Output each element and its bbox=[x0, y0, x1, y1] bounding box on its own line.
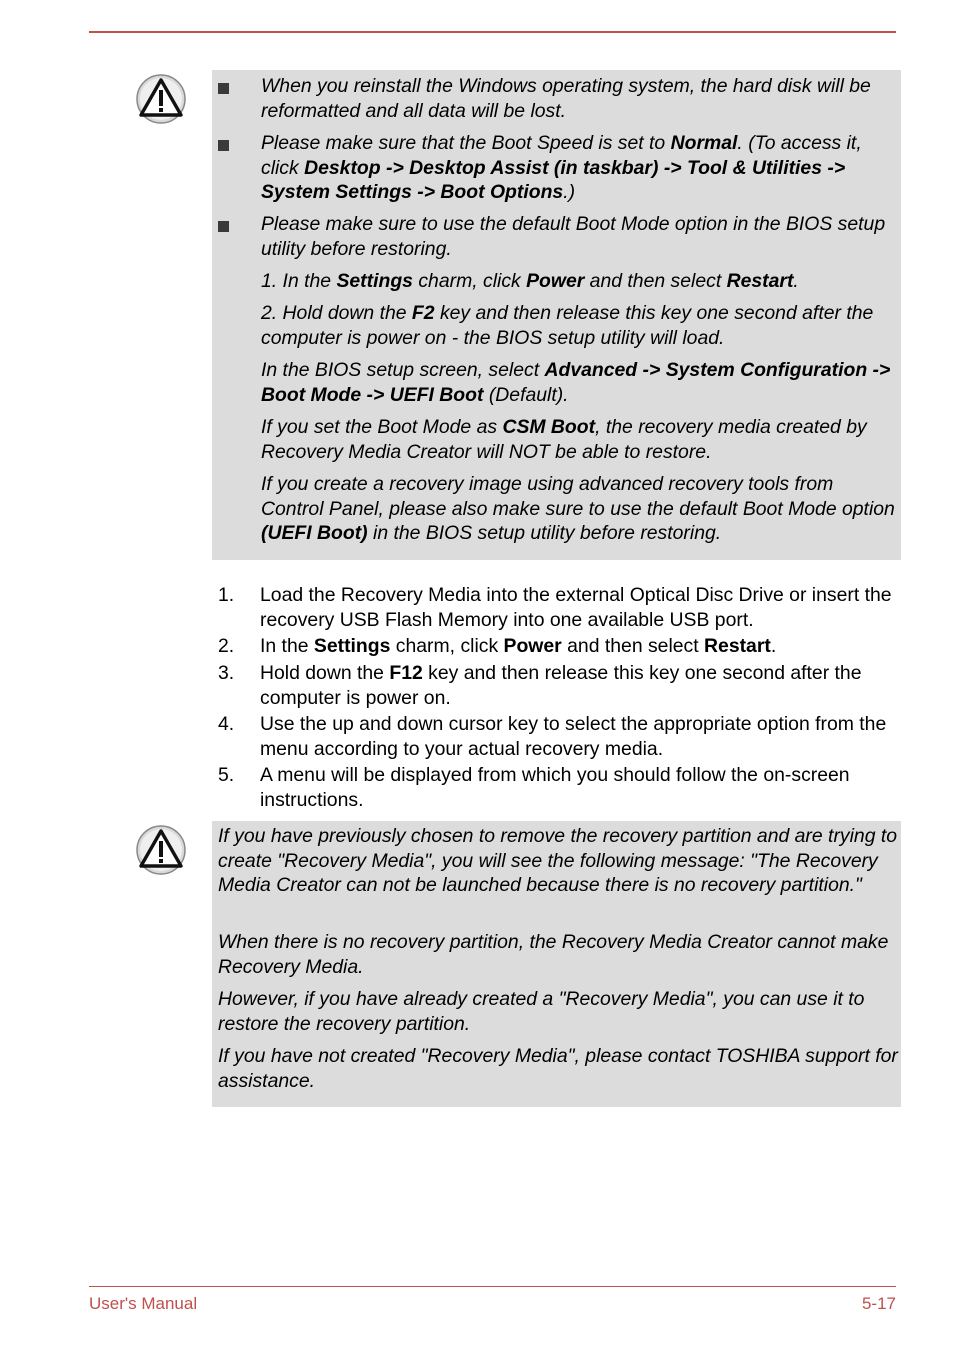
page-number: 5-17 bbox=[861, 1294, 896, 1313]
step-number: 1. bbox=[218, 584, 235, 606]
note-paragraph: If you have not created "Recovery Media", please contact TOSHIBA support for assistance. bbox=[218, 1045, 898, 1092]
footer-manual-title: User's Manual bbox=[89, 1294, 198, 1313]
note-paragraph: If you set the Boot Mode as CSM Boot, the recovery media created by Recovery Media Creator will NOT be able to restore. bbox=[261, 416, 867, 463]
bullet-square bbox=[218, 221, 229, 232]
note-paragraph: In the BIOS setup screen, select Advanced -> System Configuration -> Boot Mode -> UEFI Boot (Default). bbox=[261, 359, 891, 406]
note-paragraph: If you create a recovery image using advanced recovery tools from Control Panel, please also make sure to use the default Boot Mode option (UEFI Boot) in the BIOS setup utility before restoring. bbox=[261, 473, 895, 544]
warning-icon bbox=[135, 73, 187, 125]
header-rule bbox=[89, 31, 896, 33]
step-number: 2. bbox=[218, 635, 235, 657]
warning-note bbox=[212, 70, 901, 560]
step-text: In the Settings charm, click Power and then select Restart. bbox=[260, 635, 777, 657]
step-text: Hold down the F12 key and then release this key one second after the computer is power on. bbox=[260, 662, 862, 709]
bullet-text: Please make sure to use the default Boot Mode option in the BIOS setup utility before restoring. bbox=[261, 213, 886, 260]
note-paragraph: 2. Hold down the F2 key and then release this key one second after the computer is power on - the BIOS setup utility will load. bbox=[261, 302, 874, 349]
bullet-square bbox=[218, 83, 229, 94]
warning-note bbox=[212, 821, 901, 1107]
step-text: A menu will be displayed from which you should follow the on-screen instructions. bbox=[260, 764, 850, 811]
warning-icon bbox=[135, 824, 187, 876]
note-paragraph: When there is no recovery partition, the Recovery Media Creator cannot make Recovery Media. bbox=[218, 931, 889, 978]
step-number: 3. bbox=[218, 662, 235, 684]
note-paragraph: However, if you have already created a "Recovery Media", you can use it to restore the recovery partition. bbox=[218, 988, 865, 1035]
bullet-text: When you reinstall the Windows operating system, the hard disk will be reformatted and all data will be lost. bbox=[261, 75, 871, 122]
note-paragraph: If you have previously chosen to remove the recovery partition and are trying to create "Recovery Media", you will see the following message: "The Recovery Media Creator can not be launched because there is no recovery partition." bbox=[218, 825, 898, 896]
note-paragraph: 1. In the Settings charm, click Power and then select Restart. bbox=[261, 270, 799, 292]
bullet-square bbox=[218, 140, 229, 151]
step-text: Load the Recovery Media into the external Optical Disc Drive or insert the recovery USB Flash Memory into one available USB port. bbox=[260, 584, 892, 631]
footer-rule bbox=[89, 1286, 896, 1287]
bullet-text: Please make sure that the Boot Speed is set to Normal. (To access it, click Desktop -> Desktop Assist (in taskbar) -> Tool & Utilities -> System Settings -> Boot Options.) bbox=[261, 132, 862, 203]
step-number: 5. bbox=[218, 764, 235, 786]
step-text: Use the up and down cursor key to select the appropriate option from the menu according to your actual recovery media. bbox=[260, 713, 887, 760]
step-number: 4. bbox=[218, 713, 235, 735]
